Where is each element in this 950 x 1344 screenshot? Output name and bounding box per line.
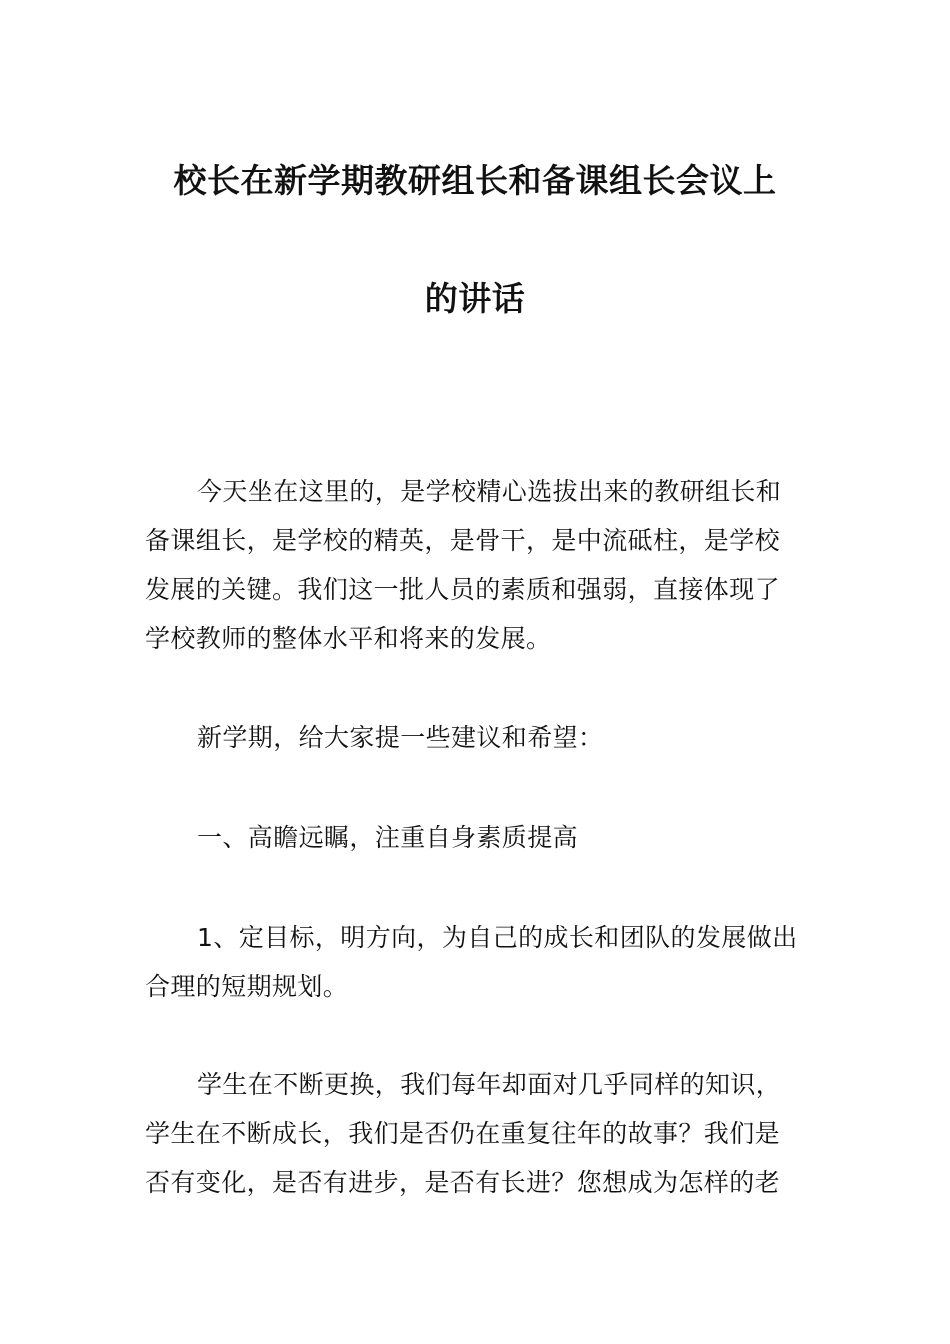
paragraph-line: 备课组长，是学校的精英，是骨干，是中流砥柱，是学校 [145,526,781,555]
section-heading-1 [145,813,810,862]
paragraph-line: 新学期，给大家提一些建议和希望： [197,723,604,752]
paragraph-suggestions-intro [145,713,810,762]
paragraph-line: 否有变化，是否有进步，是否有长进？您想成为怎样的老 [145,1168,781,1197]
document-title-line-2: 的讲话 [424,279,526,318]
document-title-line-1: 校长在新学期教研组长和备课组长会议上 [173,161,777,200]
paragraph-students [145,1060,810,1207]
paragraph-line: 学校教师的整体水平和将来的发展。 [145,624,552,653]
section-heading-line: 一、高瞻远瞩，注重自身素质提高 [197,823,579,852]
paragraph-item-1 [145,913,810,1011]
paragraph-line: 学生在不断成长，我们是否仍在重复往年的故事？我们是 [145,1119,781,1148]
paragraph-line: 合理的短期规划。 [145,972,349,1001]
paragraph-line: 今天坐在这里的，是学校精心选拔出来的教研组长和 [197,477,782,506]
paragraph-line: 发展的关键。我们这一批人员的素质和强弱，直接体现了 [145,575,781,604]
paragraph-line: 1、定目标，明方向，为自己的成长和团队的发展做出 [197,923,798,952]
paragraph-intro [145,467,810,663]
paragraph-line: 学生在不断更换，我们每年却面对几乎同样的知识， [197,1070,782,1099]
